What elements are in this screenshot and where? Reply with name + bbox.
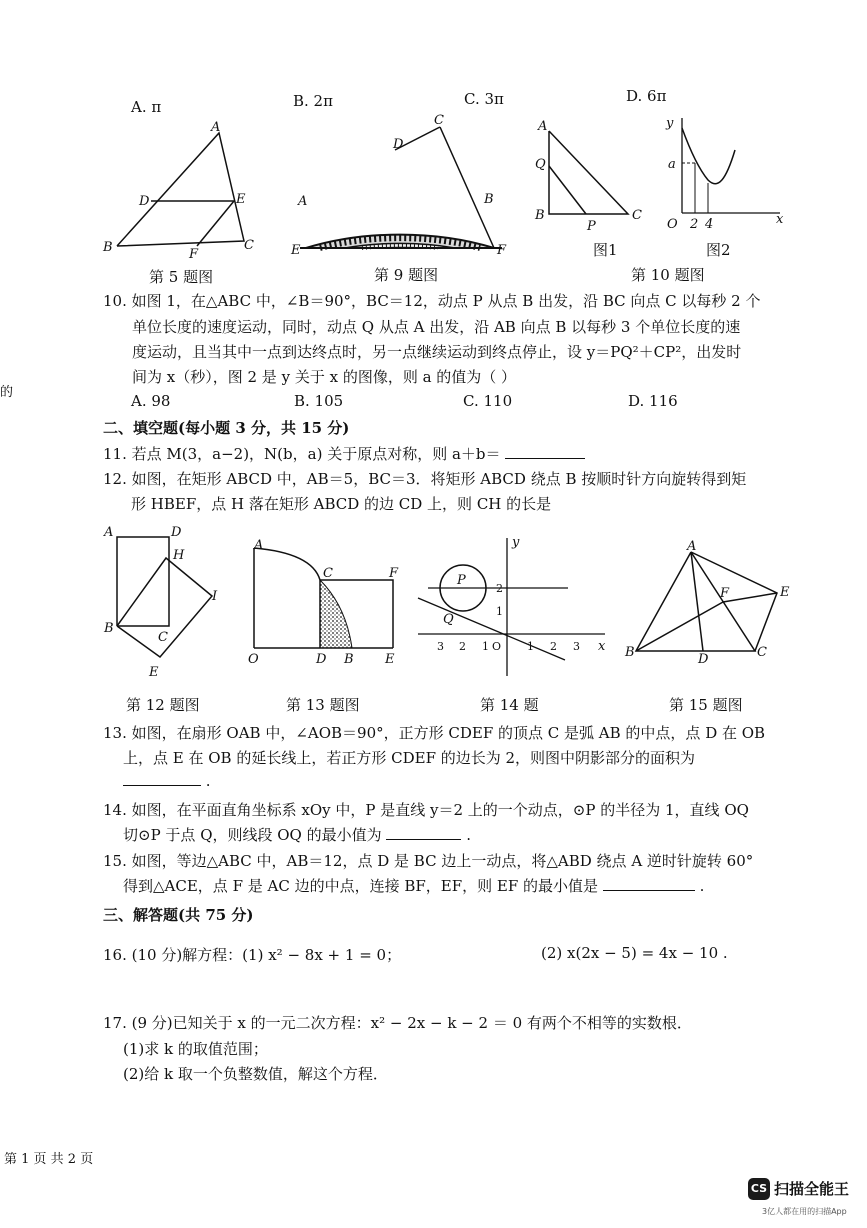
- f9-label: E: [291, 243, 301, 258]
- left-margin-text: 的: [0, 385, 14, 400]
- f15-label: A: [687, 539, 697, 554]
- f13-label: O: [248, 652, 259, 667]
- f14-label: 2: [550, 640, 557, 653]
- f14-label: 1: [496, 605, 503, 618]
- q10-line3: 度运动，且当其中一点到达终点时，另一点继续运动到终点停止，设 y＝PQ²＋CP²，出发时: [132, 343, 742, 361]
- q10-option-b: B. 105: [294, 392, 344, 410]
- f9-label: C: [434, 113, 444, 128]
- f10b-label: y: [666, 116, 674, 131]
- f5-label: E: [236, 192, 246, 207]
- q14-line2-text: 切⊙P 于点 Q，则线段 OQ 的最小值为: [123, 826, 382, 844]
- caption-fig15: 第 15 题图: [669, 696, 743, 714]
- q16-part2: (2) x(2x − 5) = 4x − 10 .: [541, 944, 728, 962]
- f14-label: 3: [573, 640, 580, 653]
- q13-blank-line: .: [123, 772, 211, 790]
- q14-line1: 14. 如图，在平面直角坐标系 xOy 中，P 是直线 y＝2 上的一个动点，⊙P 的半径为 1，直线 OQ: [103, 801, 749, 819]
- caption-fig10b: 图2: [706, 241, 731, 259]
- q11-text: 11. 若点 M(3，a−2)，N(b，a) 关于原点对称，则 a＋b＝: [103, 445, 501, 463]
- f12-label: B: [104, 621, 114, 636]
- q16-part1: 16. (10 分)解方程：(1) x² − 8x + 1 = 0；: [103, 946, 402, 964]
- option-a: A. π: [131, 98, 162, 116]
- caption-fig10a: 图1: [593, 241, 618, 259]
- f12-label: D: [171, 525, 182, 540]
- f10a-label: A: [538, 119, 548, 134]
- q15-line1: 15. 如图，等边△ABC 中，AB＝12，点 D 是 BC 边上一动点，将△ABD 绕点 A 逆时针旋转 60°: [103, 852, 754, 870]
- f12-label: A: [104, 525, 114, 540]
- f5-label: D: [139, 194, 150, 209]
- q10-line2: 单位长度的速度运动，同时，动点 Q 从点 A 出发，沿 AB 向点 B 以每秒 3 个单位长度的速: [132, 318, 741, 336]
- f13-label: D: [316, 652, 327, 667]
- section-3-title: 三、解答题(共 75 分): [103, 906, 254, 924]
- f10a-label: P: [587, 219, 596, 234]
- f14-label: y: [512, 535, 520, 550]
- caption-fig5: 第 5 题图: [149, 268, 214, 286]
- f13-label: A: [254, 538, 264, 553]
- q15-line2-text: 得到△ACE，点 F 是 AC 边的中点，连接 BF，EF，则 EF 的最小值是: [123, 877, 599, 895]
- f12-label: I: [212, 589, 218, 604]
- caption-fig13: 第 13 题图: [286, 696, 360, 714]
- f5-label: F: [189, 247, 199, 262]
- f14-label: 3: [437, 640, 444, 653]
- q17-line1: 17. (9 分)已知关于 x 的一元二次方程：x² − 2x − k − 2 ＝ 0 有两个不相等的实数根．: [103, 1014, 692, 1032]
- f14-label: Q: [443, 612, 454, 627]
- f9-label: B: [484, 192, 494, 207]
- f9-label: F: [497, 243, 507, 258]
- q15-blank: [603, 890, 695, 891]
- q12-line1: 12. 如图，在矩形 ABCD 中，AB＝5，BC＝3．将矩形 ABCD 绕点 B 按顺时针方向旋转得到矩: [103, 470, 747, 488]
- f5-label: C: [244, 238, 254, 253]
- f10b-label: x: [776, 212, 784, 227]
- scanner-logo-name: 扫描全能王: [774, 1180, 850, 1198]
- caption-fig12: 第 12 题图: [126, 696, 200, 714]
- q15-line2: 得到△ACE，点 F 是 AC 边的中点，连接 BF，EF，则 EF 的最小值是 .: [123, 877, 705, 895]
- caption-fig10: 第 10 题图: [631, 266, 705, 284]
- f15-label: D: [698, 652, 709, 667]
- q10-option-a: A. 98: [131, 392, 171, 410]
- f14-label: x: [598, 639, 606, 654]
- q13-line2: 上，点 E 在 OB 的延长线上，若正方形 CDEF 的边长为 2，则图中阴影部分的面积为: [123, 749, 696, 767]
- f10b-label: 4: [705, 217, 714, 232]
- scanner-logo: [748, 1176, 858, 1222]
- f12-label: E: [149, 665, 159, 680]
- f15-label: B: [625, 645, 635, 660]
- f13-label: E: [385, 652, 395, 667]
- f15-label: E: [780, 585, 790, 600]
- f5-label: A: [211, 120, 221, 135]
- option-d: D. 6π: [626, 87, 667, 105]
- f12-label: H: [173, 548, 185, 563]
- f14-label: 1: [527, 640, 534, 653]
- page-footer: 第 1 页 共 2 页: [4, 1152, 94, 1167]
- f10b-label: a: [668, 157, 676, 172]
- q13-line1: 13. 如图，在扇形 OAB 中，∠AOB＝90°，正方形 CDEF 的顶点 C 是弧 AB 的中点，点 D 在 OB: [103, 724, 766, 742]
- f14-label: 2: [496, 582, 503, 595]
- option-b: B. 2π: [293, 92, 333, 110]
- q14-blank: [386, 839, 461, 840]
- f10b-label: O: [667, 217, 678, 232]
- f5-label: B: [103, 240, 113, 255]
- f13-label: C: [323, 566, 333, 581]
- f15-label: C: [757, 645, 767, 660]
- q10-option-d: D. 116: [628, 392, 678, 410]
- f14-label: 1: [482, 640, 489, 653]
- section-2-title: 二、填空题(每小题 3 分，共 15 分): [103, 419, 350, 437]
- q10-line4: 间为 x（秒），图 2 是 y 关于 x 的图像，则 a 的值为（ ）: [132, 368, 517, 386]
- f12-label: C: [158, 630, 168, 645]
- f10a-label: C: [632, 208, 642, 223]
- q12-line2: 形 HBEF，点 H 落在矩形 ABCD 的边 CD 上，则 CH 的长是: [131, 495, 552, 513]
- scanner-logo-icon: CS: [748, 1178, 770, 1200]
- f9-label: A: [298, 194, 308, 209]
- f13-label: B: [344, 652, 354, 667]
- scanner-logo-subtitle: 3亿人都在用的扫描App: [762, 1207, 847, 1216]
- q17-line2: (1)求 k 的取值范围；: [123, 1040, 268, 1058]
- f14-label: P: [457, 573, 466, 588]
- f14-label: O: [492, 640, 502, 653]
- q10-option-c: C. 110: [463, 392, 513, 410]
- option-c: C. 3π: [464, 90, 504, 108]
- f10b-label: 2: [690, 217, 699, 232]
- q10-line1: 10. 如图 1，在△ABC 中，∠B＝90°，BC＝12，动点 P 从点 B 出发，沿 BC 向点 C 以每秒 2 个: [103, 292, 761, 310]
- q14-line2: 切⊙P 于点 Q，则线段 OQ 的最小值为 .: [123, 826, 471, 844]
- f14-label: 2: [459, 640, 466, 653]
- caption-fig14: 第 14 题: [480, 696, 539, 714]
- f10a-label: Q: [535, 157, 546, 172]
- caption-fig9: 第 9 题图: [374, 266, 439, 284]
- f9-label: D: [393, 137, 404, 152]
- f10a-label: B: [535, 208, 545, 223]
- q17-line3: (2)给 k 取一个负整数值，解这个方程．: [123, 1065, 388, 1083]
- f15-label: F: [720, 586, 730, 601]
- f13-label: F: [389, 566, 399, 581]
- q13-blank: [123, 785, 201, 786]
